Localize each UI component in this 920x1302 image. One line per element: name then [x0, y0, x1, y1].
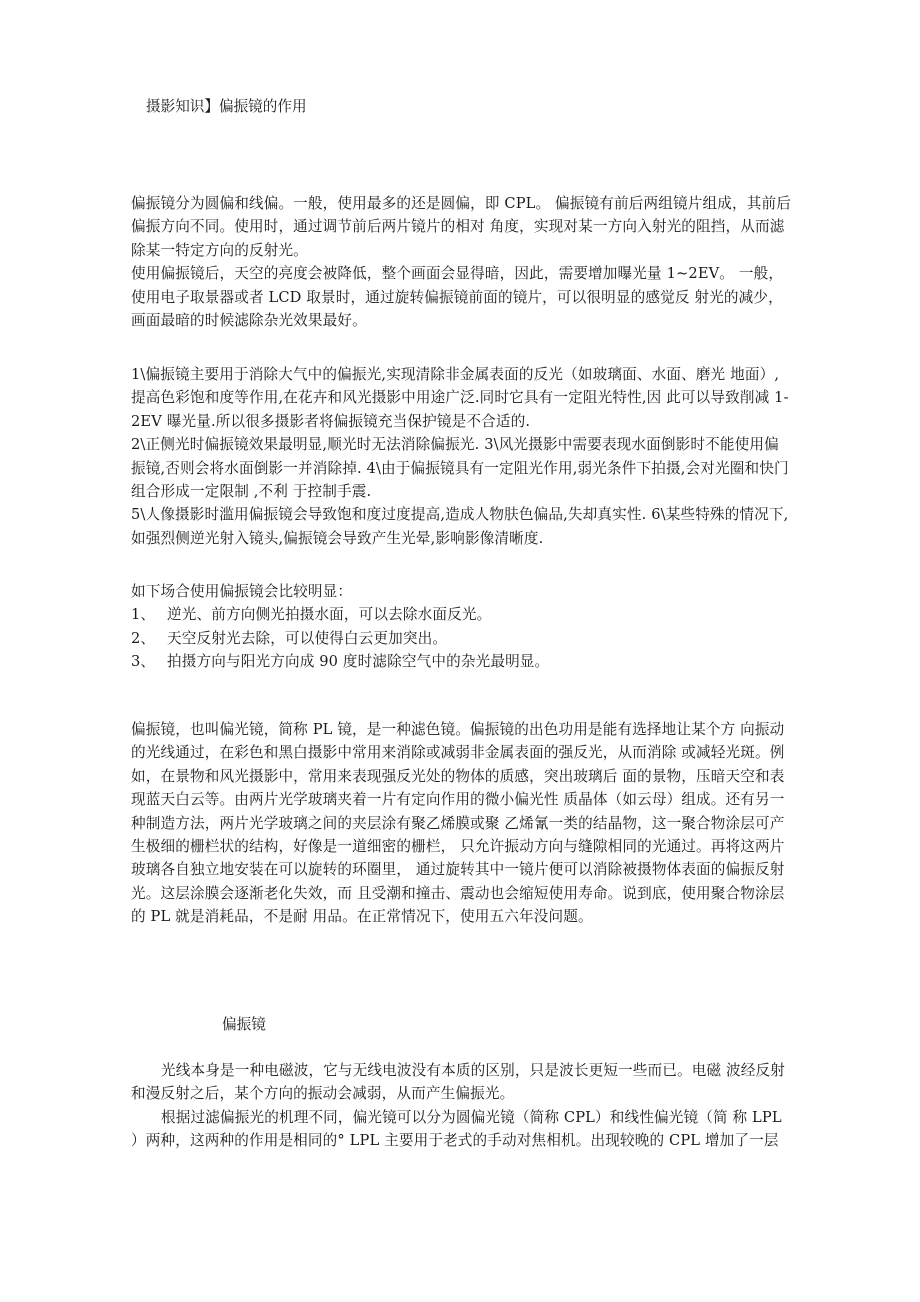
usage-item-number: 1、 — [131, 606, 156, 624]
intro-paragraph-2: 使用偏振镜后，天空的亮度会被降低，整个画面会显得暗，因此，需要增加曝光量 1~2EV。 一般， 使用电子取景器或者 LCD 取景时，通过旋转偏振镜前面的镜片，可以很明显的感觉反 射光的减少，画面最暗的时候滤除杂光效果最好。 — [131, 265, 784, 330]
usage-item-3 — [131, 650, 793, 673]
usage-item-text: 天空反射光去除，可以使得白云更加突出。 — [167, 629, 448, 647]
notes-paragraph-2: 2\正侧光时偏振镜效果最明显,顺光时无法消除偏振光. 3\风光摄影中需要表现水面倒影时不能使用偏振镜,否则会将水面倒影一并消除掉. 4\由于偏振镜具有一定阻光作用,弱光条件下拍摄,会对光圈和快门组合形成一定限制 ,不利 于控制手震. — [131, 436, 789, 501]
definition-paragraph: 偏振镜，也叫偏光镜，简称 PL 镜，是一种滤色镜。偏振镜的出色功用是能有选择地让某个方 向振动的光线通过，在彩色和黑白摄影中常用来消除或减弱非金属表面的强反光，从而消除 或减轻光斑。例如，在景物和风光摄影中，常用来表现强反光处的物体的质感，突出玻璃后 面的景物，压暗天空和表现蓝天白云等。由两片光学玻璃夹着一片有定向作用的微小偏光性 质晶体（如云母）组成。还有另一种制造方法，两片光学玻璃之间的夹层涂有聚乙烯膜或聚 乙烯氰一类的结晶物，这一聚合物涂层可产生极细的栅栏状的结构，好像是一道细密的栅栏， 只允许振动方向与缝隙相同的光通过。再将这两片玻璃各自独立地安装在可以旋转的环圈里， 通过旋转其中一镜片便可以消除被摄物体表面的偏振反射光。这层涂膜会逐渐老化失效，而 且受潮和撞击、震动也会缩短使用寿命。说到底，使用聚合物涂层的 PL 就是消耗品，不是耐 用品。在正常情况下，使用五六年没问题。 — [131, 721, 785, 926]
document-title: 摄影知识】偏振镜的作用 — [146, 98, 307, 115]
polarizer-paragraph-2: 根据过滤偏振光的机理不同，偏光镜可以分为圆偏光镜（简称 CPL）和线性偏光镜（简 称 LPL ）两种，这两种的作用是相同的° LPL 主要用于老式的手动对焦相机。出现较晚的 CPL 增加了一层 — [131, 1108, 782, 1150]
definition-section — [131, 718, 793, 929]
usage-item-number: 2、 — [131, 629, 156, 647]
section-subtitle: 偏振镜 — [222, 1016, 266, 1033]
intro-paragraph-1: 偏振镜分为圆偏和线偏。一般，使用最多的还是圆偏，即 CPL。 偏振镜有前后两组镜片组成，其前后偏振方向不同。使用时，通过调节前后两片镜片的相对 角度，实现对某一方向入射光的阻挡，从而滤除某一特定方向的反射光。 — [131, 195, 791, 259]
polarizer-section — [131, 1059, 793, 1153]
notes-paragraph-1: 1\偏振镜主要用于消除大气中的偏振光,实现清除非金属表面的反光（如玻璃面、水面、磨光 地面）,提高色彩饱和度等作用,在花卉和风光摄影中用途广泛.同时它具有一定阻光特性,因 此可以导致削减 1-2EV 曝光量.所以很多摄影者将偏振镜充当保护镜是不合适的. — [131, 366, 789, 430]
usage-item-text: 逆光、前方向侧光拍摄水面，可以去除水面反光。 — [167, 606, 492, 624]
notes-section — [131, 363, 793, 550]
notes-paragraph-3: 5\人像摄影时滥用偏振镜会导致饱和度过度提高,造成人物肤色偏品,失却真实性. 6\某些特殊的情况下,如强烈侧逆光射入镜头,偏振镜会导致产生光晕,影响影像清晰度. — [131, 506, 789, 547]
usage-item-number: 3、 — [131, 653, 156, 671]
usage-section — [131, 580, 793, 674]
usage-item-1 — [131, 603, 793, 626]
usage-item-text: 拍摄方向与阳光方向成 90 度时滤除空气中的杂光最明显。 — [167, 653, 550, 671]
polarizer-paragraph-1: 光线本身是一种电磁波，它与无线电波没有本质的区别，只是波长更短一些而已。电磁 波经反射和漫反射之后，某个方向的振动会减弱，从而产生偏振光。 — [131, 1062, 786, 1103]
usage-item-2 — [131, 627, 793, 650]
intro-section — [131, 192, 793, 332]
usage-heading: 如下场合使用偏振镜会比较明显： — [131, 583, 353, 600]
